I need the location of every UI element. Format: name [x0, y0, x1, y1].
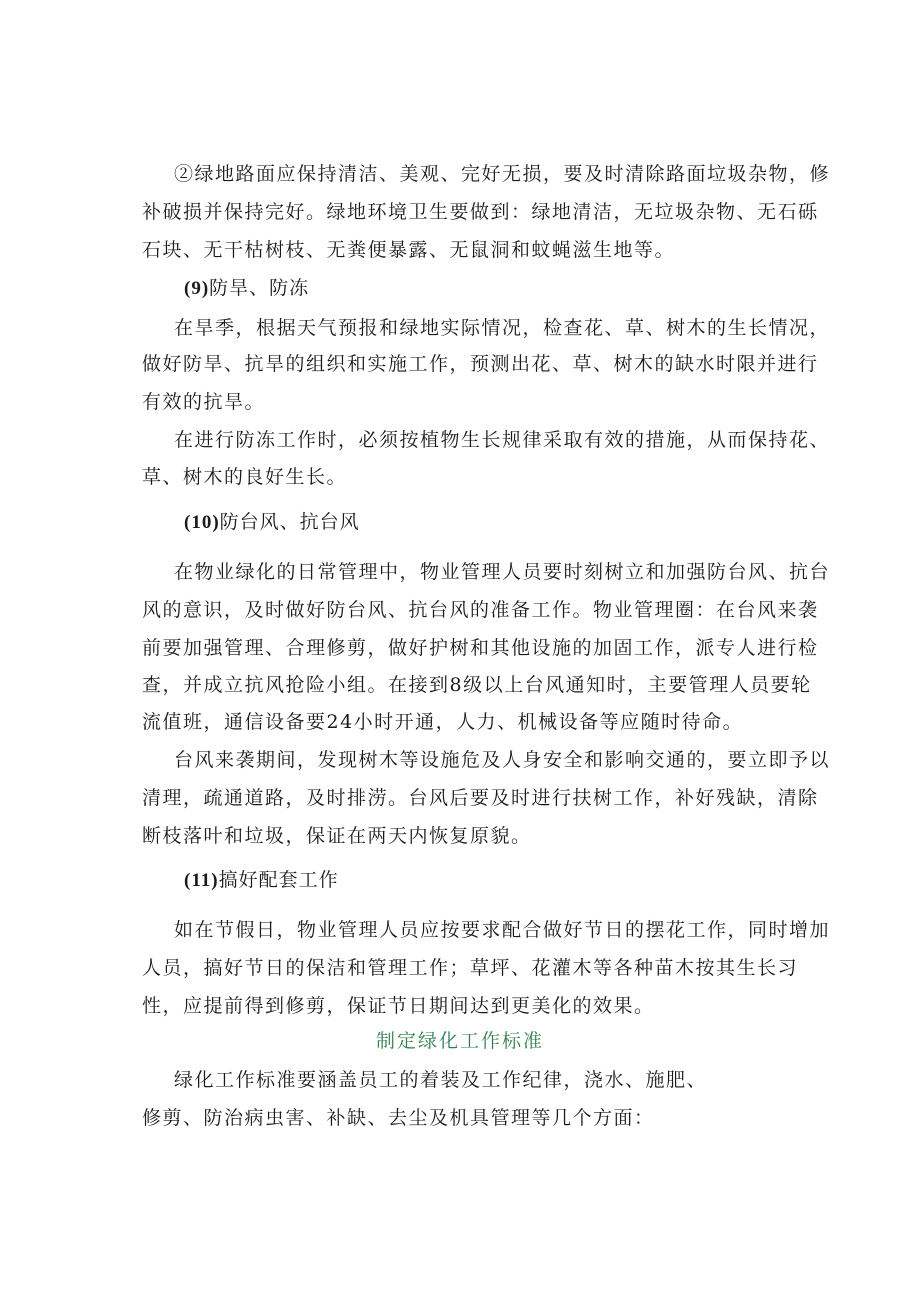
section-heading-11	[184, 868, 339, 893]
heading-number: (11)	[184, 870, 219, 891]
heading-text: 防台风、抗台风	[219, 511, 360, 533]
section-title: 制定绿化工作标准	[375, 1030, 544, 1052]
paragraph-line: 如在节假日，物业管理人员应按要求配合做好节日的摆花工作，同时增加	[174, 919, 831, 941]
heading-number: (10)	[184, 512, 220, 533]
heading-number: (9)	[184, 278, 210, 299]
paragraph-line: ②绿地路面应保持清洁、美观、完好无损，要及时清除路面垃圾杂物，修	[174, 163, 831, 185]
paragraph-line: 有效的抗旱。	[142, 391, 266, 413]
paragraph-line: 流值班，通信设备要24小时开通，人力、机械设备等应随时待命。	[142, 711, 744, 733]
section-heading-9	[184, 276, 309, 301]
paragraph-line: 绿化工作标准要涵盖员工的着装及工作纪律，浇水、施肥、	[174, 1069, 708, 1091]
heading-text: 搞好配套工作	[218, 869, 339, 891]
paragraph-line: 在进行防冻工作时，必须按植物生长规律采取有效的措施，从而保持花、	[174, 429, 831, 451]
paragraph-line: 在物业绿化的日常管理中，物业管理人员要时刻树立和加强防台风、抗台	[174, 561, 831, 583]
paragraph-line: 断枝落叶和垃圾，保证在两天内恢复原貌。	[142, 825, 532, 847]
paragraph-line: 人员，搞好节日的保洁和管理工作；草坪、花灌木等各种苗木按其生长习	[142, 957, 799, 979]
paragraph-line: 台风来袭期间，发现树木等设施危及人身安全和影响交通的，要立即予以	[174, 749, 831, 771]
paragraph-line: 在旱季，根据天气预报和绿地实际情况，检查花、草、树木的生长情况，	[174, 317, 831, 339]
paragraph-line: 清理，疏通道路，及时排涝。台风后要及时进行扶树工作，补好残缺，清除	[142, 787, 819, 809]
paragraph-line: 查，并成立抗风抢险小组。在接到8级以上台风通知时，主要管理人员要轮	[142, 674, 812, 696]
paragraph-line: 前要加强管理、合理修剪，做好护树和其他设施的加固工作，派专人进行检	[142, 637, 819, 659]
paragraph-line: 石块、无干枯树枝、无粪便暴露、无鼠洞和蚊蝇滋生地等。	[142, 239, 676, 261]
paragraph-line: 修剪、防治病虫害、补缺、去尘及机具管理等几个方面：	[142, 1107, 655, 1129]
paragraph-line: 性，应提前得到修剪，保证节日期间达到更美化的效果。	[142, 995, 655, 1017]
section-heading-10	[184, 510, 360, 535]
paragraph-line: 补破损并保持完好。绿地环境卫生要做到：绿地清洁，无垃圾杂物、无石砾	[142, 201, 819, 223]
heading-text: 防旱、防冻	[209, 277, 310, 299]
paragraph-line: 草、树木的良好生长。	[142, 466, 348, 488]
paragraph-line: 做好防旱、抗旱的组织和实施工作，预测出花、草、树木的缺水时限并进行	[142, 353, 819, 375]
paragraph-line: 风的意识，及时做好防台风、抗台风的准备工作。物业管理圈：在台风来袭	[142, 599, 819, 621]
